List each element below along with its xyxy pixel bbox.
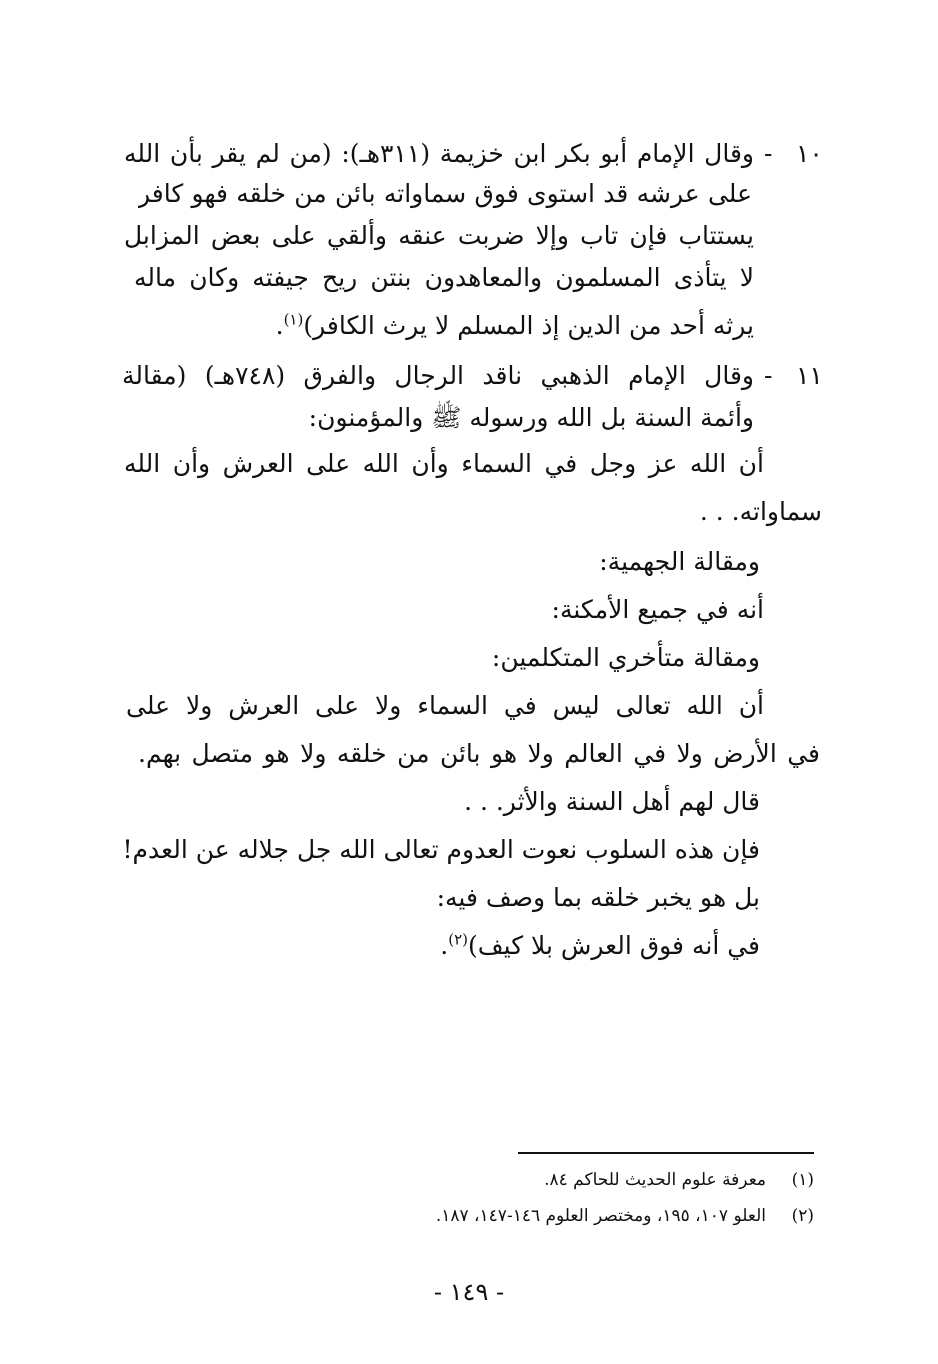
sentence-end: . [440, 931, 449, 960]
footnote-number: (١) [791, 1170, 814, 1190]
item-dash: - [764, 139, 773, 168]
sentence-end: . [275, 311, 284, 340]
paragraph-line [276, 306, 754, 346]
paragraph-line: لا يتأذى المسلمون والمعاهدون بنتن ريح جيفته وكان ماله [134, 263, 754, 292]
paragraph-line: فإن هذه السلوب نعوت العدوم تعالى الله جل جلاله عن العدم! [122, 835, 760, 864]
paragraph-line: وقال الإمام أبو بكر ابن خزيمة (٣١١هـ): (من لم يقر بأن الله [124, 139, 754, 168]
paragraph-line: ومقالة الجهمية: [599, 547, 760, 576]
quote-text: في أنه فوق العرش بلا كيف) [468, 931, 760, 960]
paragraph-line: أن الله عز وجل في السماء وأن الله على العرش وأن الله [124, 449, 764, 478]
paragraph-line: وقال الإمام الذهبي ناقد الرجال والفرق (٧٤٨هـ) (مقالة [122, 361, 754, 390]
paragraph-line: أن الله تعالى ليس في السماء ولا على العرش ولا على [126, 691, 764, 720]
item-number: ١١ [796, 361, 823, 390]
footnote-ref[interactable]: (٢) [448, 930, 469, 949]
paragraph-line: قال لهم أهل السنة والأثر. . . [464, 787, 760, 816]
paragraph-line: أنه في جميع الأمكنة: [551, 595, 764, 624]
item-number: ١٠ [796, 139, 823, 168]
footnote-text: معرفة علوم الحديث للحاكم ٨٤. [544, 1170, 766, 1190]
footnote-number: (٢) [791, 1206, 814, 1226]
paragraph-line: على عرشه قد استوى فوق سماواته بائن من خلقه فهو كافر [138, 179, 752, 208]
page-number: - ١٤٩ - [433, 1278, 505, 1306]
paragraph-line: ومقالة متأخري المتكلمين: [491, 643, 760, 672]
paragraph-line: وأئمة السنة بل الله ورسوله ﷺ والمؤمنون: [308, 403, 754, 432]
footnote-ref[interactable]: (١) [283, 310, 304, 329]
quote-text: يرثه أحد من الدين إذ المسلم لا يرث الكافر) [303, 311, 754, 340]
item-dash: - [764, 361, 773, 390]
paragraph-line: سماواته. . . [699, 497, 822, 526]
footnote-separator [518, 1152, 814, 1154]
paragraph-line: بل هو يخبر خلقه بما وصف فيه: [436, 883, 760, 912]
paragraph-line [440, 926, 760, 966]
paragraph-line: يستتاب فإن تاب وإلا ضربت عنقه وألقي على بعض المزابل [124, 221, 754, 250]
footnote-text: العلو ١٠٧، ١٩٥، ومختصر العلوم ١٤٦-١٤٧، ١٨٧. [435, 1206, 766, 1226]
paragraph-line: في الأرض ولا في العالم ولا هو بائن من خلقه ولا هو متصل بهم. [138, 739, 820, 768]
